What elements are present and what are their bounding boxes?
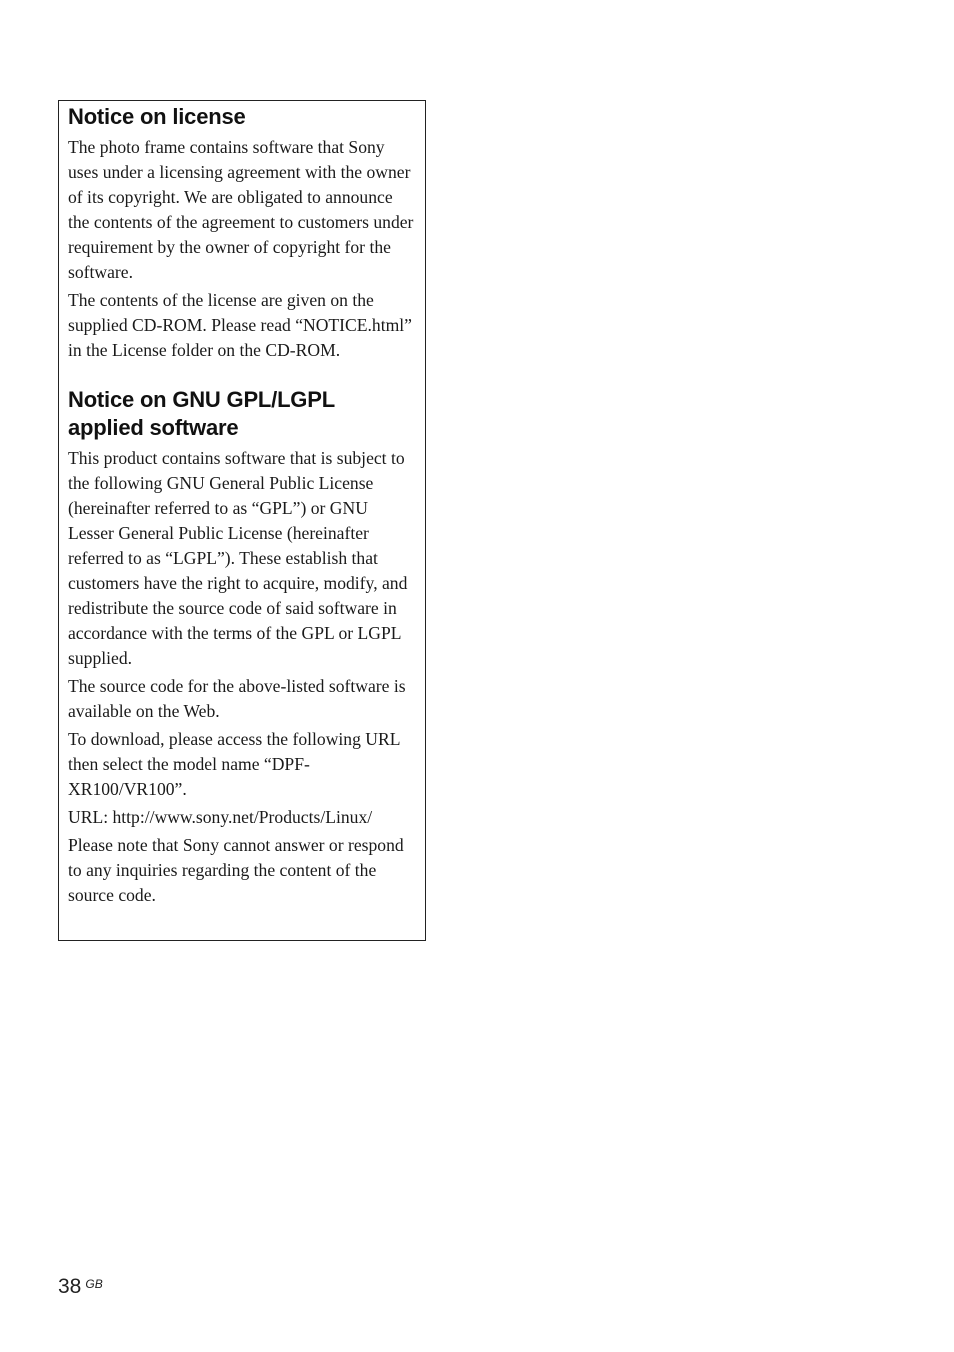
license-heading: Notice on license: [68, 104, 246, 129]
gpl-heading-line-1: Notice on GNU GPL/LGPL: [68, 387, 335, 412]
page-language: GB: [85, 1277, 103, 1291]
gpl-heading-line-2: applied software: [68, 415, 239, 440]
gpl-url-line: URL: http://www.sony.net/Products/Linux/: [68, 807, 373, 827]
gpl-paragraph-2: The source code for the above-listed software is available on the Web.: [68, 676, 406, 721]
gpl-paragraph-1: This product contains software that is subject to the following GNU General Public License (hereinafter referred to as “GPL”) or GNU Lesser General Public License (hereinafter referred to as “LGPL”). These establish that customers have the right to acquire, modify, and redistribute the source code of said software in accordance with the terms of the GPL or LGPL supplied.: [68, 448, 408, 668]
gpl-paragraph-3: To download, please access the following URL then select the model name “DPF-XR100/VR100”.: [68, 729, 400, 799]
license-paragraph-1: The photo frame contains software that Sony uses under a licensing agreement with the owner of its copyright. We are obligated to announce the contents of the agreement to customers under requirement by the owner of copyright for the software.: [68, 137, 414, 282]
notice-box: [58, 100, 426, 941]
page-number: 38: [58, 1275, 82, 1298]
license-paragraph-2: The contents of the license are given on the supplied CD-ROM. Please read “NOTICE.html” in the License folder on the CD-ROM.: [68, 290, 412, 360]
gpl-paragraph-5: Please note that Sony cannot answer or respond to any inquiries regarding the content of the source code.: [68, 835, 404, 905]
page-footer: [58, 1275, 103, 1299]
gpl-heading: [68, 386, 416, 442]
